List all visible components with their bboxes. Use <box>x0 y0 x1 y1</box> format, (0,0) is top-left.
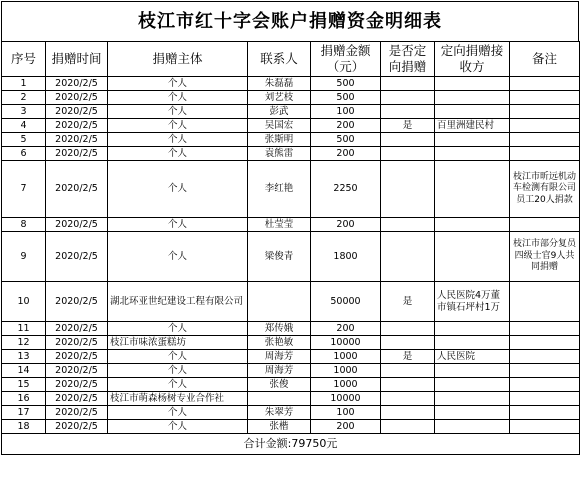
donation-table <box>1 41 580 455</box>
donor-name: 个人 <box>108 218 248 232</box>
donation-date: 2020/2/5 <box>46 350 108 364</box>
donation-amount: 50000 <box>311 282 381 322</box>
directed-flag <box>381 232 435 282</box>
directed-recipient: 人民医院 <box>435 350 510 364</box>
directed-flag: 是 <box>381 350 435 364</box>
remark <box>510 105 580 119</box>
contact-name: 袁熊雷 <box>248 147 311 161</box>
donation-date: 2020/2/5 <box>46 282 108 322</box>
donation-date: 2020/2/5 <box>46 232 108 282</box>
donation-amount: 1000 <box>311 350 381 364</box>
table-row <box>2 420 580 434</box>
directed-recipient <box>435 105 510 119</box>
row-number: 2 <box>2 91 46 105</box>
donation-date: 2020/2/5 <box>46 364 108 378</box>
donation-amount: 200 <box>311 322 381 336</box>
contact-name: 张斯明 <box>248 133 311 147</box>
donor-name: 枝江市味浓蛋糕坊 <box>108 336 248 350</box>
donation-date: 2020/2/5 <box>46 218 108 232</box>
table-row <box>2 218 580 232</box>
donation-date: 2020/2/5 <box>46 406 108 420</box>
row-number: 9 <box>2 232 46 282</box>
donation-amount: 2250 <box>311 161 381 218</box>
remark <box>510 336 580 350</box>
row-number: 15 <box>2 378 46 392</box>
directed-flag <box>381 133 435 147</box>
row-number: 16 <box>2 392 46 406</box>
donation-date: 2020/2/5 <box>46 420 108 434</box>
donor-name: 枝江市萌森杨树专业合作社 <box>108 392 248 406</box>
directed-recipient <box>435 161 510 218</box>
sheet-title: 枝江市红十字会账户捐赠资金明细表 <box>1 1 579 41</box>
donation-amount: 500 <box>311 91 381 105</box>
table-row <box>2 105 580 119</box>
directed-flag <box>381 406 435 420</box>
donor-name: 个人 <box>108 77 248 91</box>
donor-name: 个人 <box>108 147 248 161</box>
remark <box>510 218 580 232</box>
directed-recipient <box>435 336 510 350</box>
header-cell: 捐赠金额（元） <box>311 42 381 77</box>
table-row <box>2 91 580 105</box>
donation-amount: 500 <box>311 133 381 147</box>
donation-amount: 1000 <box>311 378 381 392</box>
donation-amount: 200 <box>311 218 381 232</box>
remark <box>510 147 580 161</box>
header-row <box>2 42 580 77</box>
total-amount: 合计金额:79750元 <box>2 434 580 455</box>
donation-date: 2020/2/5 <box>46 91 108 105</box>
table-row <box>2 406 580 420</box>
donor-name: 个人 <box>108 105 248 119</box>
directed-recipient <box>435 147 510 161</box>
donor-name: 个人 <box>108 91 248 105</box>
directed-recipient <box>435 218 510 232</box>
header-cell: 联系人 <box>248 42 311 77</box>
directed-recipient <box>435 406 510 420</box>
remark <box>510 282 580 322</box>
remark <box>510 77 580 91</box>
directed-flag <box>381 364 435 378</box>
remark <box>510 133 580 147</box>
table-row <box>2 336 580 350</box>
header-cell: 定向捐赠接收方 <box>435 42 510 77</box>
donor-name: 个人 <box>108 161 248 218</box>
row-number: 1 <box>2 77 46 91</box>
header-cell: 捐赠时间 <box>46 42 108 77</box>
donation-amount: 10000 <box>311 392 381 406</box>
contact-name: 周海芳 <box>248 350 311 364</box>
contact-name: 吴国宏 <box>248 119 311 133</box>
header-cell: 备注 <box>510 42 580 77</box>
row-number: 3 <box>2 105 46 119</box>
donation-date: 2020/2/5 <box>46 161 108 218</box>
row-number: 7 <box>2 161 46 218</box>
table-row <box>2 77 580 91</box>
header-cell: 序号 <box>2 42 46 77</box>
donation-date: 2020/2/5 <box>46 105 108 119</box>
directed-flag <box>381 161 435 218</box>
donation-date: 2020/2/5 <box>46 336 108 350</box>
donor-name: 个人 <box>108 232 248 282</box>
directed-flag <box>381 147 435 161</box>
donation-date: 2020/2/5 <box>46 378 108 392</box>
row-number: 4 <box>2 119 46 133</box>
donation-date: 2020/2/5 <box>46 77 108 91</box>
contact-name: 朱磊磊 <box>248 77 311 91</box>
donation-date: 2020/2/5 <box>46 392 108 406</box>
row-number: 5 <box>2 133 46 147</box>
donor-name: 个人 <box>108 322 248 336</box>
table-row <box>2 392 580 406</box>
row-number: 18 <box>2 420 46 434</box>
contact-name <box>248 282 311 322</box>
directed-flag: 是 <box>381 282 435 322</box>
remark <box>510 378 580 392</box>
total-row <box>2 434 580 455</box>
row-number: 6 <box>2 147 46 161</box>
directed-recipient: 百里洲建民村 <box>435 119 510 133</box>
directed-recipient <box>435 378 510 392</box>
table-row <box>2 350 580 364</box>
row-number: 11 <box>2 322 46 336</box>
contact-name: 梁俊青 <box>248 232 311 282</box>
donation-date: 2020/2/5 <box>46 147 108 161</box>
directed-flag <box>381 91 435 105</box>
directed-flag <box>381 378 435 392</box>
table-row <box>2 364 580 378</box>
remark <box>510 420 580 434</box>
row-number: 14 <box>2 364 46 378</box>
donor-name: 个人 <box>108 133 248 147</box>
contact-name: 朱翠芳 <box>248 406 311 420</box>
donation-amount: 1000 <box>311 364 381 378</box>
contact-name <box>248 392 311 406</box>
donor-name: 个人 <box>108 364 248 378</box>
contact-name: 杜莹莹 <box>248 218 311 232</box>
remark <box>510 91 580 105</box>
table-row <box>2 161 580 218</box>
remark <box>510 322 580 336</box>
contact-name: 彭武 <box>248 105 311 119</box>
directed-flag: 是 <box>381 119 435 133</box>
contact-name: 周海芳 <box>248 364 311 378</box>
row-number: 8 <box>2 218 46 232</box>
directed-flag <box>381 77 435 91</box>
table-row <box>2 147 580 161</box>
directed-flag <box>381 392 435 406</box>
table-row <box>2 282 580 322</box>
header-cell: 捐赠主体 <box>108 42 248 77</box>
donation-amount: 200 <box>311 119 381 133</box>
directed-flag <box>381 336 435 350</box>
table-row <box>2 119 580 133</box>
contact-name: 张俊 <box>248 378 311 392</box>
donation-amount: 10000 <box>311 336 381 350</box>
directed-recipient <box>435 364 510 378</box>
table-row <box>2 232 580 282</box>
donor-name: 个人 <box>108 378 248 392</box>
row-number: 10 <box>2 282 46 322</box>
donation-sheet <box>1 1 579 496</box>
donation-amount: 100 <box>311 406 381 420</box>
donation-amount: 100 <box>311 105 381 119</box>
donation-date: 2020/2/5 <box>46 119 108 133</box>
remark <box>510 119 580 133</box>
header-cell: 是否定向捐赠 <box>381 42 435 77</box>
directed-recipient <box>435 420 510 434</box>
table-row <box>2 378 580 392</box>
directed-recipient <box>435 91 510 105</box>
donation-date: 2020/2/5 <box>46 133 108 147</box>
donor-name: 湖北环亚世纪建设工程有限公司 <box>108 282 248 322</box>
directed-recipient <box>435 322 510 336</box>
donation-amount: 200 <box>311 420 381 434</box>
contact-name: 郑传娥 <box>248 322 311 336</box>
directed-recipient <box>435 133 510 147</box>
row-number: 17 <box>2 406 46 420</box>
remark <box>510 406 580 420</box>
donor-name: 个人 <box>108 119 248 133</box>
donation-amount: 200 <box>311 147 381 161</box>
row-number: 13 <box>2 350 46 364</box>
remark <box>510 364 580 378</box>
directed-flag <box>381 420 435 434</box>
contact-name: 张楷 <box>248 420 311 434</box>
donor-name: 个人 <box>108 406 248 420</box>
remark: 枝江市部分复员四级士官9人共同捐赠 <box>510 232 580 282</box>
directed-recipient <box>435 392 510 406</box>
donor-name: 个人 <box>108 420 248 434</box>
directed-recipient <box>435 77 510 91</box>
remark: 枝江市昕远机动车检测有限公司员工20人捐款 <box>510 161 580 218</box>
donation-amount: 500 <box>311 77 381 91</box>
directed-flag <box>381 218 435 232</box>
directed-flag <box>381 322 435 336</box>
donation-amount: 1800 <box>311 232 381 282</box>
row-number: 12 <box>2 336 46 350</box>
contact-name: 刘艺枝 <box>248 91 311 105</box>
directed-flag <box>381 105 435 119</box>
remark <box>510 350 580 364</box>
directed-recipient <box>435 232 510 282</box>
contact-name: 张艳敏 <box>248 336 311 350</box>
table-row <box>2 133 580 147</box>
donation-date: 2020/2/5 <box>46 322 108 336</box>
directed-recipient: 人民医院4万董市镇石坪村1万 <box>435 282 510 322</box>
remark <box>510 392 580 406</box>
contact-name: 李红艳 <box>248 161 311 218</box>
table-row <box>2 322 580 336</box>
donor-name: 个人 <box>108 350 248 364</box>
